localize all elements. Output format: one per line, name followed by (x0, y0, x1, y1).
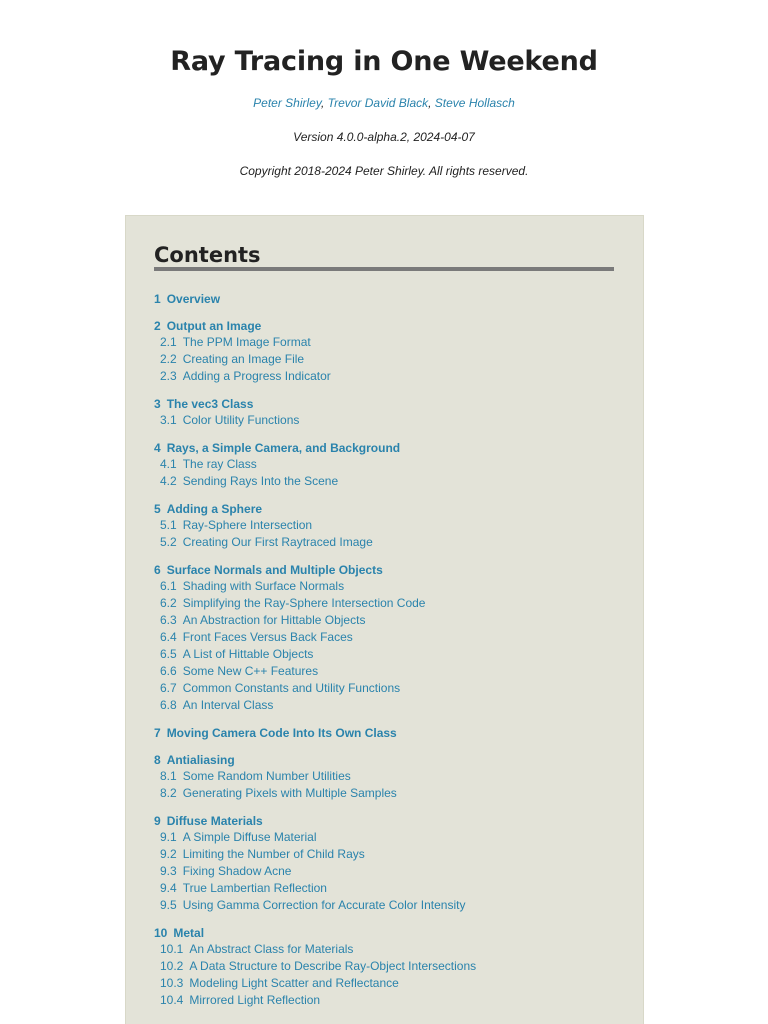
toc-section-link[interactable] (160, 863, 624, 880)
section-title: True Lambertian Reflection (182, 881, 327, 895)
copyright-line: Copyright 2018-2024 Peter Shirley. All rights reserved. (239, 164, 529, 178)
toc-section-link[interactable] (160, 992, 624, 1009)
section-title: A Simple Diffuse Material (182, 830, 317, 844)
toc-section (160, 680, 624, 697)
section-number: 6.8 (160, 698, 177, 712)
section-number: 8.2 (160, 786, 177, 800)
author-link[interactable]: Steve Hollasch (434, 96, 515, 110)
toc-section (160, 412, 624, 429)
toc-chapter-link[interactable] (154, 291, 624, 307)
toc-chapter (154, 813, 624, 914)
toc-chapter-link[interactable] (154, 562, 624, 578)
chapter-title: Metal (173, 926, 205, 940)
chapter-number: 9 (154, 814, 161, 828)
chapter-title: Surface Normals and Multiple Objects (166, 563, 383, 577)
toc-section (160, 768, 624, 785)
toc-section-link[interactable] (160, 534, 624, 551)
toc-chapter-link[interactable] (154, 501, 624, 517)
section-title: Shading with Surface Normals (182, 579, 345, 593)
chapter-title: Moving Camera Code Into Its Own Class (166, 726, 397, 740)
section-title: Common Constants and Utility Functions (182, 681, 401, 695)
toc-chapter-link[interactable] (154, 396, 624, 412)
toc-chapter (154, 562, 624, 714)
section-number: 4.1 (160, 457, 177, 471)
section-title: Color Utility Functions (182, 413, 300, 427)
toc-section (160, 534, 624, 551)
section-number: 2.3 (160, 369, 177, 383)
toc-section (160, 897, 624, 914)
section-title: Using Gamma Correction for Accurate Color Intensity (182, 898, 466, 912)
toc-section-link[interactable] (160, 612, 624, 629)
toc-chapter-link[interactable] (154, 440, 624, 456)
toc-section (160, 829, 624, 846)
toc-section-link[interactable] (160, 663, 624, 680)
toc-section (160, 646, 624, 663)
section-number: 6.3 (160, 613, 177, 627)
section-title: The PPM Image Format (182, 335, 311, 349)
toc-section-list (154, 578, 624, 714)
toc-section (160, 351, 624, 368)
section-number: 9.3 (160, 864, 177, 878)
toc-section-link[interactable] (160, 680, 624, 697)
toc-section (160, 863, 624, 880)
chapter-number: 3 (154, 397, 161, 411)
toc-section-link[interactable] (160, 517, 624, 534)
section-title: An Abstraction for Hittable Objects (182, 613, 366, 627)
toc-section (160, 697, 624, 714)
toc-section (160, 578, 624, 595)
chapter-number: 4 (154, 441, 161, 455)
section-number: 8.1 (160, 769, 177, 783)
section-title: Some Random Number Utilities (182, 769, 351, 783)
toc-section (160, 846, 624, 863)
section-title: A Data Structure to Describe Ray-Object Intersections (189, 959, 477, 973)
toc-section-list (154, 412, 624, 429)
section-title: The ray Class (182, 457, 257, 471)
section-number: 9.1 (160, 830, 177, 844)
section-title: A List of Hittable Objects (182, 647, 314, 661)
toc-chapter (154, 752, 624, 802)
toc-section (160, 958, 624, 975)
toc-section-link[interactable] (160, 880, 624, 897)
section-number: 3.1 (160, 413, 177, 427)
toc-section-link[interactable] (160, 412, 624, 429)
section-number: 10.4 (160, 993, 184, 1007)
toc-chapter-link[interactable] (154, 725, 624, 741)
section-title: Some New C++ Features (182, 664, 319, 678)
toc-section-list (154, 517, 624, 551)
section-title: Mirrored Light Reflection (189, 993, 321, 1007)
toc-chapter (154, 318, 624, 385)
section-title: Front Faces Versus Back Faces (182, 630, 353, 644)
toc-section-link[interactable] (160, 768, 624, 785)
section-title: Limiting the Number of Child Rays (182, 847, 365, 861)
toc-section (160, 595, 624, 612)
toc-section (160, 473, 624, 490)
chapter-number: 7 (154, 726, 161, 740)
section-number: 2.2 (160, 352, 177, 366)
author-list (0, 95, 768, 111)
chapter-title: Rays, a Simple Camera, and Background (166, 441, 401, 455)
chapter-number: 5 (154, 502, 161, 516)
section-number: 9.5 (160, 898, 177, 912)
section-title: Simplifying the Ray-Sphere Intersection Code (182, 596, 426, 610)
chapter-number: 8 (154, 753, 161, 767)
table-of-contents (125, 215, 644, 1024)
section-number: 2.1 (160, 335, 177, 349)
toc-section-link[interactable] (160, 846, 624, 863)
version-line: Version 4.0.0-alpha.2, 2024-04-07 (293, 130, 475, 144)
toc-section (160, 517, 624, 534)
toc-chapter (154, 925, 624, 1009)
author-separator: , (320, 96, 328, 110)
toc-section-list (154, 941, 624, 1009)
section-number: 5.1 (160, 518, 177, 532)
toc-chapter (154, 291, 624, 307)
section-number: 6.1 (160, 579, 177, 593)
toc-section-link[interactable] (160, 829, 624, 846)
section-number: 6.6 (160, 664, 177, 678)
toc-heading-rule (154, 267, 614, 271)
section-number: 9.4 (160, 881, 177, 895)
section-title: Generating Pixels with Multiple Samples (182, 786, 397, 800)
chapter-number: 6 (154, 563, 161, 577)
toc-chapter (154, 440, 624, 490)
toc-chapter-link[interactable] (154, 752, 624, 768)
toc-section-link[interactable] (160, 646, 624, 663)
toc-section-link[interactable] (160, 975, 624, 992)
chapter-title: Diffuse Materials (166, 814, 263, 828)
toc-section (160, 629, 624, 646)
section-number: 10.3 (160, 976, 184, 990)
toc-section (160, 612, 624, 629)
chapter-number: 10 (154, 926, 168, 940)
toc-section-list (154, 334, 624, 385)
section-number: 4.2 (160, 474, 177, 488)
section-title: Modeling Light Scatter and Reflectance (189, 976, 399, 990)
toc-chapter-link[interactable] (154, 318, 624, 334)
toc-chapter-list (154, 291, 624, 1020)
toc-section-link[interactable] (160, 578, 624, 595)
toc-section-list (154, 829, 624, 914)
section-title: Sending Rays Into the Scene (182, 474, 339, 488)
toc-section-list (154, 768, 624, 802)
section-title: Adding a Progress Indicator (182, 369, 331, 383)
author-link[interactable]: Trevor David Black (327, 96, 429, 110)
chapter-number: 1 (154, 292, 161, 306)
section-title: Creating Our First Raytraced Image (182, 535, 373, 549)
section-title: Fixing Shadow Acne (182, 864, 292, 878)
section-number: 6.7 (160, 681, 177, 695)
chapter-title: Antialiasing (166, 753, 235, 767)
toc-section (160, 941, 624, 958)
toc-chapter (154, 396, 624, 429)
section-title: An Abstract Class for Materials (189, 942, 354, 956)
chapter-title: Overview (166, 292, 221, 306)
chapter-title: Adding a Sphere (166, 502, 263, 516)
toc-section (160, 368, 624, 385)
toc-section (160, 975, 624, 992)
chapter-title: The vec3 Class (166, 397, 254, 411)
toc-section-link[interactable] (160, 629, 624, 646)
section-number: 6.5 (160, 647, 177, 661)
toc-section-link[interactable] (160, 595, 624, 612)
toc-chapter-link[interactable] (154, 813, 624, 829)
author-link[interactable]: Peter Shirley (253, 96, 321, 110)
toc-section-link[interactable] (160, 351, 624, 368)
toc-section-link[interactable] (160, 334, 624, 351)
section-number: 10.2 (160, 959, 184, 973)
toc-section (160, 456, 624, 473)
toc-section-link[interactable] (160, 368, 624, 385)
toc-section-link[interactable] (160, 958, 624, 975)
section-title: An Interval Class (182, 698, 274, 712)
toc-section (160, 663, 624, 680)
section-number: 9.2 (160, 847, 177, 861)
toc-section-link[interactable] (160, 456, 624, 473)
toc-section (160, 334, 624, 351)
section-number: 5.2 (160, 535, 177, 549)
toc-section-list (154, 456, 624, 490)
section-number: 6.4 (160, 630, 177, 644)
toc-chapter (154, 725, 624, 741)
toc-section-link[interactable] (160, 897, 624, 914)
toc-section-link[interactable] (160, 941, 624, 958)
toc-chapter-link[interactable] (154, 925, 624, 941)
chapter-number: 2 (154, 319, 161, 333)
author-separator: , (428, 96, 435, 110)
toc-section (160, 785, 624, 802)
chapter-title: Output an Image (166, 319, 262, 333)
section-title: Ray-Sphere Intersection (182, 518, 313, 532)
toc-section-link[interactable] (160, 697, 624, 714)
section-title: Creating an Image File (182, 352, 305, 366)
document-title: Ray Tracing in One Weekend (170, 46, 598, 77)
toc-chapter (154, 501, 624, 551)
section-number: 10.1 (160, 942, 184, 956)
toc-section (160, 992, 624, 1009)
section-number: 6.2 (160, 596, 177, 610)
toc-heading: Contents (154, 243, 261, 267)
toc-section-link[interactable] (160, 473, 624, 490)
toc-section (160, 880, 624, 897)
toc-section-link[interactable] (160, 785, 624, 802)
